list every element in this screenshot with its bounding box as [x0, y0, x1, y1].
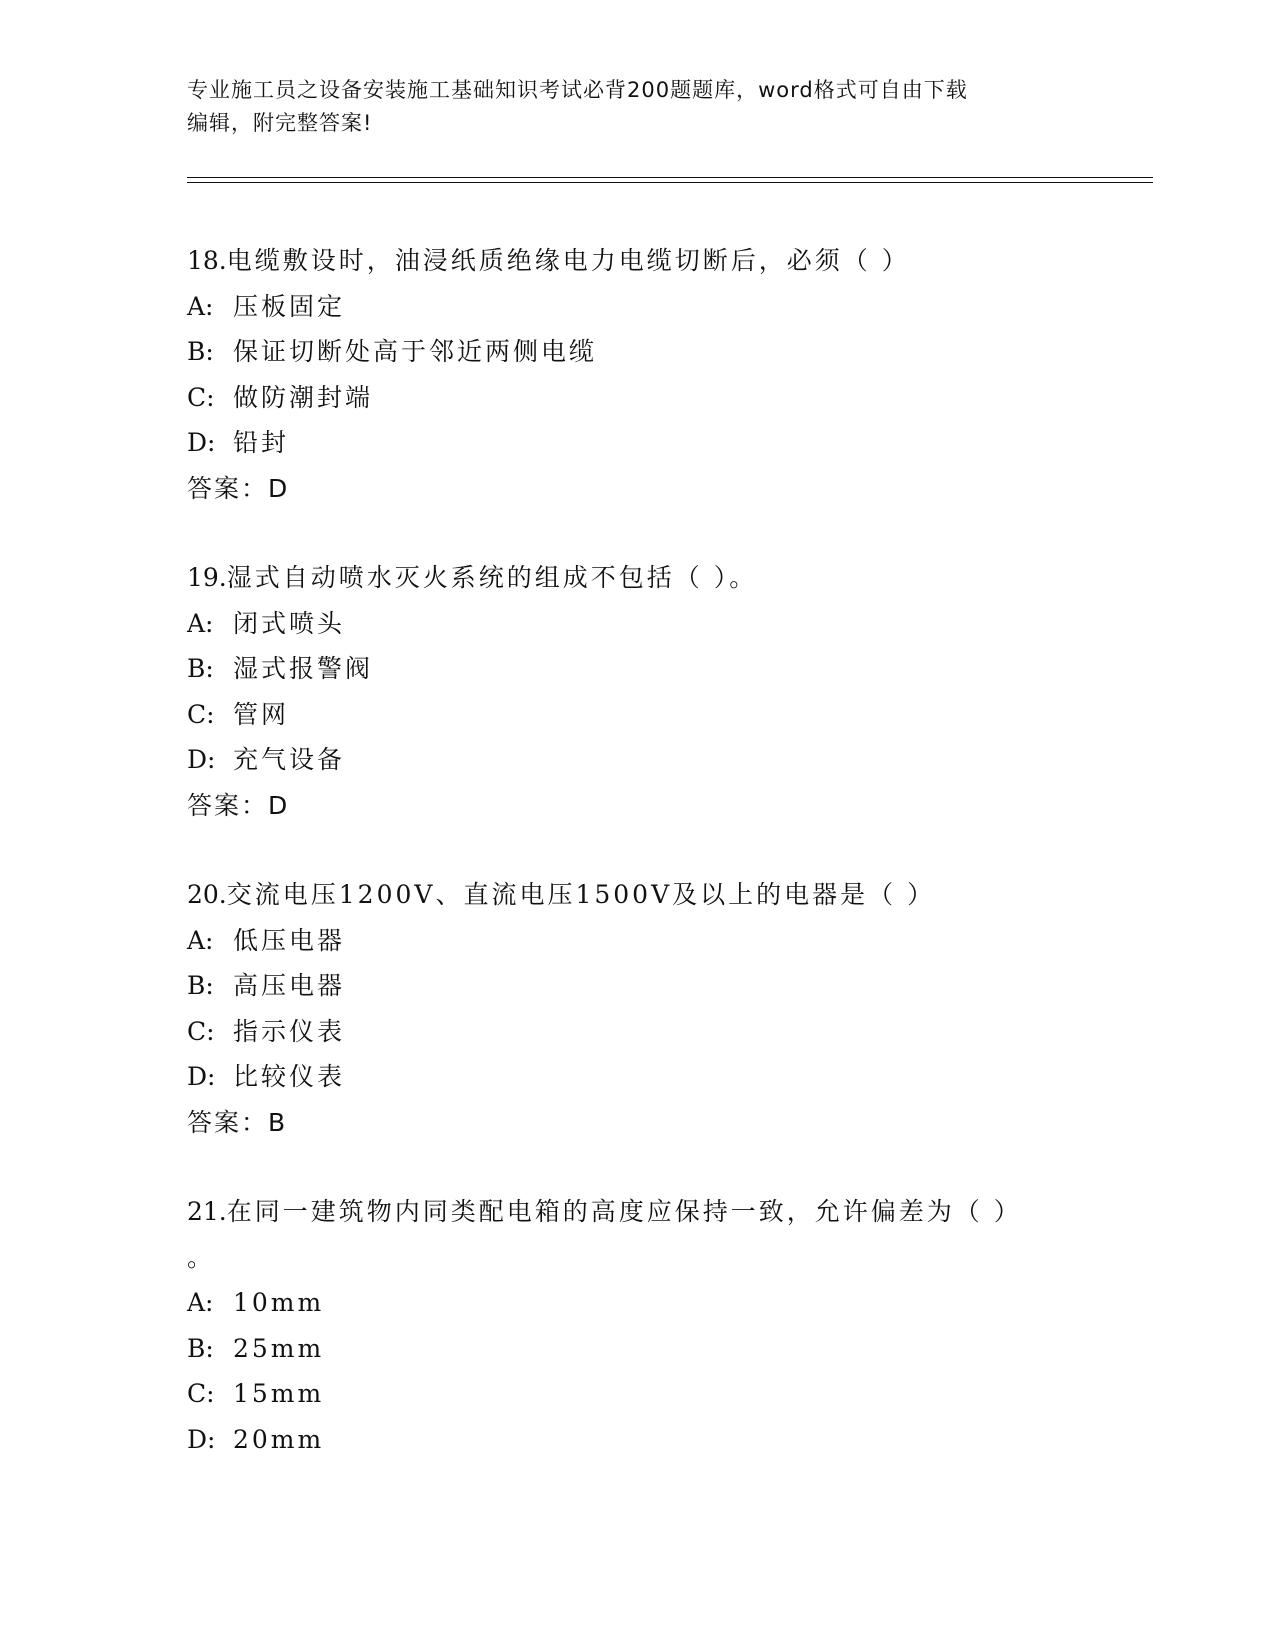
option-key: A:: [187, 608, 214, 638]
option-text: 压板固定: [233, 291, 346, 321]
option-d: [187, 420, 1067, 466]
option-d: [187, 1054, 1067, 1100]
answer-line: 答案：D: [187, 790, 290, 820]
option-c: [187, 1371, 1067, 1417]
option-a: [187, 918, 1067, 964]
option-text: 指示仪表: [233, 1016, 346, 1046]
option-key: D:: [187, 1424, 216, 1454]
header-line-1: 专业施工员之设备安装施工基础知识考试必背200题题库，word格式可自由下载: [187, 78, 968, 102]
option-key: C:: [187, 382, 215, 412]
option-text: 10mm: [233, 1288, 325, 1317]
answer-line: 答案：B: [187, 1107, 288, 1137]
question-text: 电缆敷设时，油浸纸质绝缘电力电缆切断后，必须（ ）: [226, 246, 910, 275]
option-key: D:: [187, 745, 216, 774]
option-a: [187, 1280, 1067, 1326]
option-key: B:: [187, 971, 214, 1000]
option-c: [187, 375, 1067, 421]
option-b: [187, 1326, 1067, 1372]
option-text: 15mm: [233, 1379, 325, 1408]
option-d: [187, 1417, 1067, 1463]
question-stem: [187, 1189, 1067, 1235]
option-key: C:: [187, 699, 215, 729]
option-key: B:: [187, 337, 214, 366]
question-stem: [187, 555, 1067, 601]
option-key: A:: [187, 291, 214, 321]
question-18: [187, 238, 1067, 511]
option-key: A:: [187, 925, 214, 955]
option-key: C:: [187, 1379, 215, 1408]
question-text: 在同一建筑物内同类配电箱的高度应保持一致，允许偏差为（ ）: [226, 1197, 1022, 1226]
option-text: 铅封: [233, 428, 290, 457]
question-number: 20.: [187, 880, 227, 909]
option-c: [187, 1009, 1067, 1055]
question-stem: [187, 872, 1067, 918]
question-19: [187, 555, 1067, 828]
option-text: 高压电器: [233, 971, 346, 1000]
question-text: 交流电压1200V、直流电压1500V及以上的电器是（ ）: [226, 880, 936, 909]
header-divider-top: [187, 177, 1153, 178]
question-21: [187, 1189, 1067, 1462]
option-key: D:: [187, 428, 216, 457]
option-key: D:: [187, 1062, 216, 1091]
header-line-2: 编辑，附完整答案!: [187, 111, 373, 135]
option-text: 25mm: [233, 1333, 325, 1363]
option-text: 湿式报警阀: [233, 654, 374, 683]
option-text: 低压电器: [233, 925, 346, 955]
option-text: 保证切断处高于邻近两侧电缆: [233, 337, 598, 366]
document-header: [187, 74, 1067, 140]
option-a: [187, 284, 1067, 330]
option-a: [187, 601, 1067, 647]
question-number: 19.: [187, 563, 227, 592]
option-text: 充气设备: [233, 745, 346, 774]
option-c: [187, 692, 1067, 738]
option-key: B:: [187, 654, 214, 683]
question-number: 21.: [187, 1197, 227, 1226]
question-stem: [187, 238, 1067, 284]
question-text: 湿式自动喷水灭火系统的组成不包括（ ）。: [226, 563, 758, 592]
header-divider-bottom: [187, 182, 1153, 183]
question-20: [187, 872, 1067, 1145]
option-text: 闭式喷头: [233, 608, 346, 638]
option-key: A:: [187, 1288, 214, 1317]
question-list: [187, 238, 1067, 1506]
question-number: 18.: [187, 246, 227, 275]
option-text: 20mm: [233, 1424, 325, 1454]
option-text: 管网: [233, 699, 290, 729]
option-key: C:: [187, 1016, 215, 1046]
option-b: [187, 646, 1067, 692]
answer-line: 答案：D: [187, 473, 290, 503]
option-b: [187, 329, 1067, 375]
option-d: [187, 737, 1067, 783]
option-b: [187, 963, 1067, 1009]
question-stem-continuation: 。: [187, 1242, 216, 1272]
option-text: 比较仪表: [233, 1062, 346, 1091]
option-text: 做防潮封端: [233, 382, 374, 412]
option-key: B:: [187, 1333, 214, 1363]
